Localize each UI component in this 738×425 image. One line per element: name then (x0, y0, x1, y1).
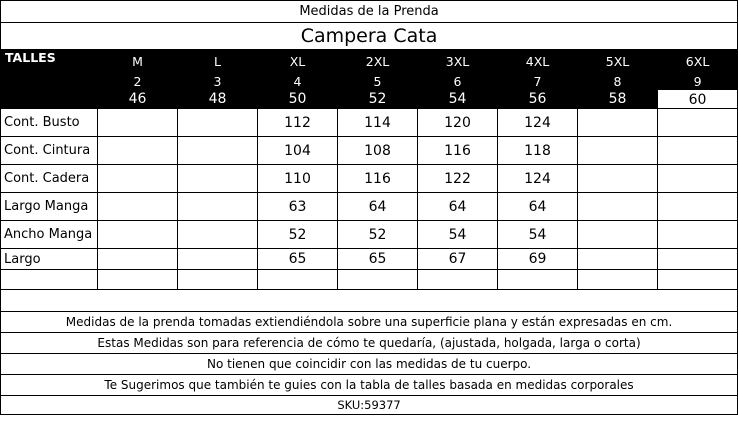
size-arg: 56 (498, 90, 578, 109)
size-arg: 50 (258, 90, 338, 109)
measure-value: 112 (258, 109, 338, 137)
measure-value (178, 165, 258, 193)
size-arg: 58 (578, 90, 658, 109)
size-letter: 6XL (658, 50, 738, 73)
chart-title: Medidas de la Prenda (1, 1, 738, 23)
empty-cell (498, 270, 578, 290)
measure-value: 118 (498, 137, 578, 165)
measure-label: Largo Manga (1, 193, 98, 221)
size-number: 7 (498, 73, 578, 90)
size-letter: L (178, 50, 258, 73)
size-letter: 4XL (498, 50, 578, 73)
empty-cell (418, 270, 498, 290)
measure-value: 67 (418, 249, 498, 270)
size-number: 9 (658, 73, 738, 90)
measure-label: Ancho Manga (1, 221, 98, 249)
measure-value: 54 (498, 221, 578, 249)
note-line: No tienen que coincidir con las medidas de tu cuerpo. (1, 354, 738, 375)
measure-row-cintura (1, 137, 738, 165)
measure-value (178, 249, 258, 270)
measure-value: 110 (258, 165, 338, 193)
measure-value: 104 (258, 137, 338, 165)
size-arg: 48 (178, 90, 258, 109)
measure-value (658, 109, 738, 137)
note-line: Te Sugerimos que también te guies con la tabla de talles basada en medidas corporales (1, 375, 738, 396)
measure-value (98, 137, 178, 165)
measure-value (658, 249, 738, 270)
size-letter: 3XL (418, 50, 498, 73)
empty-cell (258, 270, 338, 290)
measure-value (178, 193, 258, 221)
note-line: Estas Medidas son para referencia de cómo te quedaría, (ajustada, holgada, larga o corta) (1, 333, 738, 354)
measure-value (578, 165, 658, 193)
measure-row-cadera (1, 165, 738, 193)
measure-value: 69 (498, 249, 578, 270)
size-arg: 60 (658, 90, 738, 109)
sku-code: SKU:59377 (1, 396, 738, 415)
measure-value (578, 109, 658, 137)
spacer (1, 290, 738, 312)
measure-label: Cont. Cadera (1, 165, 98, 193)
measure-value: 120 (418, 109, 498, 137)
measure-row-ancho-manga (1, 221, 738, 249)
empty-cell (578, 270, 658, 290)
measure-value: 124 (498, 165, 578, 193)
measure-value (658, 221, 738, 249)
measure-value: 114 (338, 109, 418, 137)
measure-value: 64 (338, 193, 418, 221)
size-number: 3 (178, 73, 258, 90)
measure-value: 64 (498, 193, 578, 221)
note-line: Medidas de la prenda tomadas extiendiéndola sobre una superficie plana y están expresadas en cm. (1, 312, 738, 333)
measure-value: 122 (418, 165, 498, 193)
size-arg: 54 (418, 90, 498, 109)
measure-label: Largo (1, 249, 98, 270)
size-number: 5 (338, 73, 418, 90)
size-number: 8 (578, 73, 658, 90)
size-arg: 46 (98, 90, 178, 109)
measure-label: Cont. Busto (1, 109, 98, 137)
size-number: 6 (418, 73, 498, 90)
size-arg: 52 (338, 90, 418, 109)
measure-value: 116 (418, 137, 498, 165)
measure-value (178, 109, 258, 137)
measure-value: 64 (418, 193, 498, 221)
measure-value (658, 193, 738, 221)
measure-value (578, 249, 658, 270)
measure-value (98, 193, 178, 221)
measure-value (178, 137, 258, 165)
empty-cell (1, 270, 98, 290)
size-letter: M (98, 50, 178, 73)
size-letter: XL (258, 50, 338, 73)
measure-value (178, 221, 258, 249)
measure-value: 52 (338, 221, 418, 249)
size-number: 4 (258, 73, 338, 90)
empty-cell (178, 270, 258, 290)
measure-value: 116 (338, 165, 418, 193)
measure-row-busto (1, 109, 738, 137)
empty-cell (658, 270, 738, 290)
measure-value (98, 249, 178, 270)
measure-value: 65 (258, 249, 338, 270)
measure-row-largo (1, 249, 738, 270)
measure-value (658, 165, 738, 193)
talles-label: TALLES (1, 50, 98, 109)
measure-value: 54 (418, 221, 498, 249)
measure-label: Cont. Cintura (1, 137, 98, 165)
measure-value (578, 137, 658, 165)
measure-value (578, 193, 658, 221)
size-letter: 2XL (338, 50, 418, 73)
size-number: 2 (98, 73, 178, 90)
measure-value: 65 (338, 249, 418, 270)
measure-value: 63 (258, 193, 338, 221)
measure-value (98, 221, 178, 249)
product-name: Campera Cata (1, 23, 738, 50)
empty-cell (338, 270, 418, 290)
measure-value (578, 221, 658, 249)
measure-value (98, 109, 178, 137)
measure-value: 108 (338, 137, 418, 165)
empty-cell (98, 270, 178, 290)
empty-row (1, 270, 738, 290)
measure-value (658, 137, 738, 165)
measure-value (98, 165, 178, 193)
measure-row-largo-manga (1, 193, 738, 221)
measure-value: 52 (258, 221, 338, 249)
size-letter: 5XL (578, 50, 658, 73)
measure-value: 124 (498, 109, 578, 137)
